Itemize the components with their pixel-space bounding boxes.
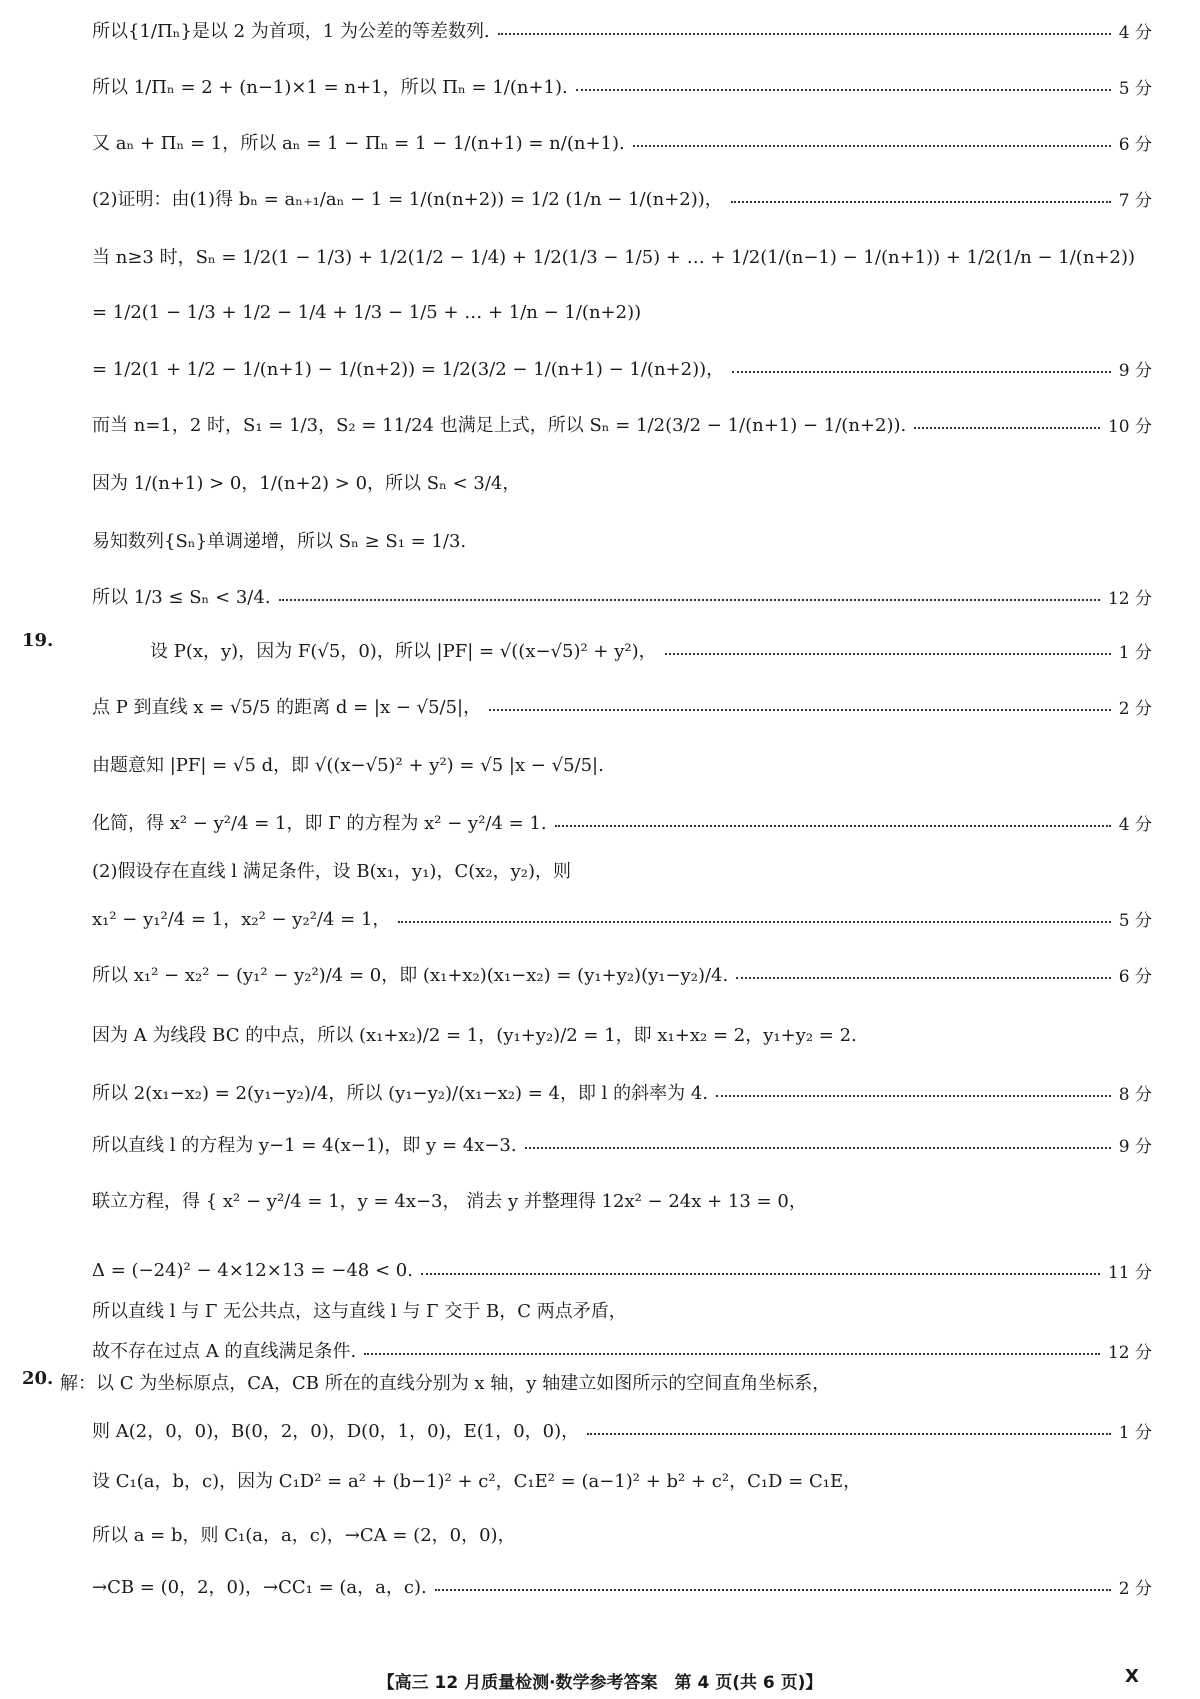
solution-line: 所以 2(x₁−x₂) = 2(y₁−y₂)/4，所以 (y₁−y₂)/(x₁−x₂) = 4，即 l 的斜率为 4. 8 分 xyxy=(92,1083,1152,1105)
solution-line: 所以{1/Πₙ}是以 2 为首项，1 为公差的等差数列. 4 分 xyxy=(92,21,1152,43)
solution-line: 所以直线 l 的方程为 y−1 = 4(x−1)，即 y = 4x−3. 9 分 xyxy=(92,1135,1152,1157)
solution-line: = 1/2(1 − 1/3 + 1/2 − 1/4 + 1/3 − 1/5 + … + 1/n − 1/(n+2)) xyxy=(92,301,642,323)
solution-line: 点 P 到直线 x = √5/5 的距离 d = |x − √5/5|， 2 分 xyxy=(92,697,1152,719)
solution-line: 因为 A 为线段 BC 的中点，所以 (x₁+x₂)/2 = 1，(y₁+y₂)/2 = 1，即 x₁+x₂ = 2，y₁+y₂ = 2. xyxy=(92,1025,857,1046)
solution-line: 又 aₙ + Πₙ = 1，所以 aₙ = 1 − Πₙ = 1 − 1/(n+1) = n/(n+1). 6 分 xyxy=(92,133,1152,155)
solution-line: 当 n≥3 时，Sₙ = 1/2(1 − 1/3) + 1/2(1/2 − 1/4) + 1/2(1/3 − 1/5) + … + 1/2(1/(n−1) − 1/(n+1)) + 1/2(1/n − 1/(n+2)) xyxy=(92,247,1136,268)
solution-line: →CB = (0，2，0)，→CC₁ = (a，a，c). 2 分 xyxy=(92,1577,1152,1599)
solution-line: 而当 n=1，2 时，S₁ = 1/3，S₂ = 11/24 也满足上式，所以 Sₙ = 1/2(3/2 − 1/(n+1) − 1/(n+2)). 10 分 xyxy=(92,415,1152,437)
solution-line: (2)假设存在直线 l 满足条件，设 B(x₁，y₁)，C(x₂，y₂)，则 xyxy=(92,861,572,882)
solution-line: 所以 1/Πₙ = 2 + (n−1)×1 = n+1，所以 Πₙ = 1/(n+1). 5 分 xyxy=(92,77,1152,99)
solution-line: 由题意知 |PF| = √5 d，即 √((x−√5)² + y²) = √5 |x − √5/5|. xyxy=(92,755,604,776)
solution-line: x₁² − y₁²/4 = 1，x₂² − y₂²/4 = 1， 5 分 xyxy=(92,909,1152,931)
solution-line: 设 C₁(a，b，c)，因为 C₁D² = a² + (b−1)² + c²，C₁E² = (a−1)² + b² + c²，C₁D = C₁E， xyxy=(92,1471,862,1492)
question-number: 19. xyxy=(22,630,54,651)
solution-line: 所以 x₁² − x₂² − (y₁² − y₂²)/4 = 0，即 (x₁+x₂)(x₁−x₂) = (y₁+y₂)(y₁−y₂)/4. 6 分 xyxy=(92,965,1152,987)
solution-line: 则 A(2，0，0)，B(0，2，0)，D(0，1，0)，E(1，0，0)， 1 分 xyxy=(92,1421,1152,1443)
solution-line: 易知数列{Sₙ}单调递增，所以 Sₙ ≥ S₁ = 1/3. xyxy=(92,531,467,552)
solution-line: 所以 a = b，则 C₁(a，a，c)，→CA = (2，0，0)， xyxy=(92,1525,516,1546)
solution-line: 故不存在过点 A 的直线满足条件. 12 分 xyxy=(92,1341,1152,1363)
solution-line: 联立方程，得 { x² − y²/4 = 1，y = 4x−3， 消去 y 并整理得 12x² − 24x + 13 = 0， xyxy=(92,1191,807,1212)
footer-mark: X xyxy=(1125,1666,1139,1687)
question-number: 20. xyxy=(22,1368,54,1389)
solution-line: 所以 1/3 ≤ Sₙ < 3/4. 12 分 xyxy=(92,587,1152,609)
solution-line: 所以直线 l 与 Γ 无公共点，这与直线 l 与 Γ 交于 B，C 两点矛盾， xyxy=(92,1301,627,1322)
solution-line: 解：以 C 为坐标原点，CA，CB 所在的直线分别为 x 轴，y 轴建立如图所示的空间直角坐标系， xyxy=(60,1373,831,1394)
solution-line: = 1/2(1 + 1/2 − 1/(n+1) − 1/(n+2)) = 1/2(3/2 − 1/(n+1) − 1/(n+2))， 9 分 xyxy=(92,359,1152,381)
solution-line: 化简，得 x² − y²/4 = 1，即 Γ 的方程为 x² − y²/4 = 1. 4 分 xyxy=(92,813,1152,835)
solution-line: 设 P(x，y)，因为 F(√5，0)，所以 |PF| = √((x−√5)² + y²)， 1 分 xyxy=(150,641,1152,663)
solution-line: Δ = (−24)² − 4×12×13 = −48 < 0. 11 分 xyxy=(92,1259,1152,1283)
page-footer: 【高三 12 月质量检测·数学参考答案 第 4 页(共 6 页)】 xyxy=(377,1673,823,1693)
solution-line: 因为 1/(n+1) > 0，1/(n+2) > 0，所以 Sₙ < 3/4， xyxy=(92,473,521,494)
solution-line: (2)证明：由(1)得 bₙ = aₙ₊₁/aₙ − 1 = 1/(n(n+2)) = 1/2 (1/n − 1/(n+2))， 7 分 xyxy=(92,189,1152,211)
